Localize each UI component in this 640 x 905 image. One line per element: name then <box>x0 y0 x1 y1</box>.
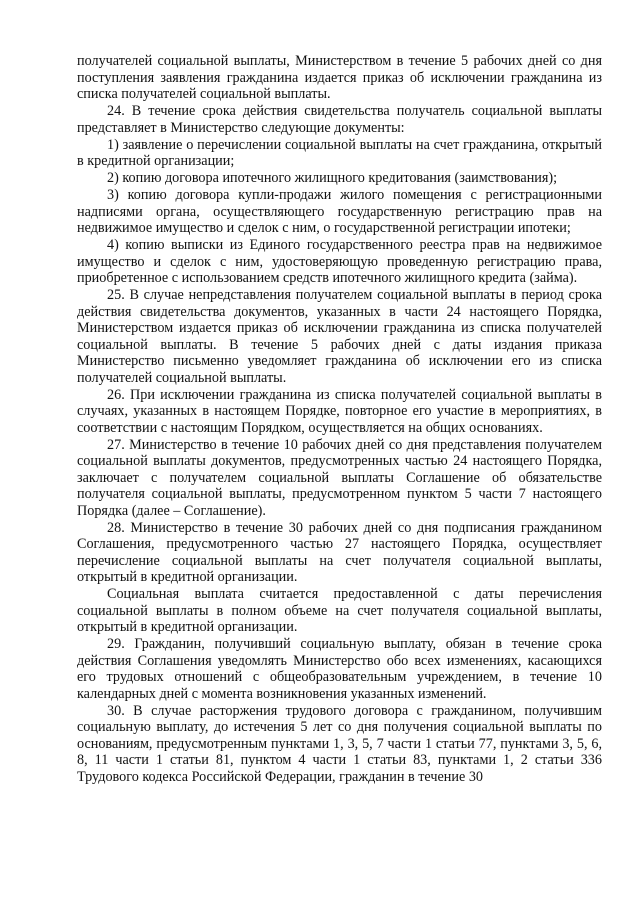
list-item-2: 2) копию договора ипотечного жилищного кредитования (заимствования); <box>107 170 558 186</box>
paragraph-28: 28. Министерство в течение 30 рабочих дней со дня подписания гражданином Соглашения, предусмотренного частью 27 настоящего Порядка, осуществляет перечисление социальной выплаты на счет получателя социальной выплаты, открытый в кредитной организации. <box>77 519 602 585</box>
list-item-4: 4) копию выписки из Единого государственного реестра прав на недвижимое имущество и сделок с ним, удостоверяющую проведенную регистрацию права, приобретенное с использованием средств ипотечного жилищного кредита (займа). <box>77 237 602 286</box>
paragraph-30: 30. В случае расторжения трудового договора с гражданином, получившим социальную выплату, до истечения 5 лет со дня получения социальной выплаты по основаниям, предусмотренным пунктами 1, 3, 5, 7 части 1 статьи 77, пунктами 3, 5, 6, 8, 11 части 1 статьи 81, пунктом 4 части 1 статьи 83, пунктами 1, 2 статьи 336 Трудового кодекса Российской Федерации, гражданин в течение 30 <box>77 702 602 785</box>
paragraph-26: 26. При исключении гражданина из списка получателей социальной выплаты в случаях, указанных в настоящем Порядке, повторное его участие в мероприятиях, в соответствии с настоящим Порядком, осуществляется на общих основаниях. <box>77 386 602 436</box>
list-item-3: 3) копию договора купли-продажи жилого помещения с регистрационными надписями органа, осуществляющего государственную регистрацию прав на недвижимое имущество и сделок с ним, о государственной регистрации ипотеки; <box>77 187 602 236</box>
paragraph-24: 24. В течение срока действия свидетельства получатель социальной выплаты представляет в Министерство следующие документы: <box>77 103 602 136</box>
list-item-1: 1) заявление о перечислении социальной выплаты на счет гражданина, открытый в кредитной организации; <box>77 136 602 169</box>
paragraph-27: 27. Министерство в течение 10 рабочих дней со дня представления получателем социальной выплаты документов, предусмотренных частью 24 настоящего Порядка, заключает с получателем социальной выплаты Соглашение об обязательстве получателя социальной выплаты, предусмотренном пунктом 5 части 7 настоящего Порядка (далее – Соглашение). <box>77 436 602 519</box>
paragraph-29: 29. Гражданин, получивший социальную выплату, обязан в течение срока действия Соглашения уведомлять Министерство обо всех изменениях, касающихся его трудовых отношений с общеобразовательным учреждением, в течение 10 календарных дней с момента возникновения указанных изменений. <box>77 636 602 702</box>
paragraph-continuation: получателей социальной выплаты, Министерством в течение 5 рабочих дней со дня поступления заявления гражданина издается приказ об исключении гражданина из списка получателей социальной выплаты. <box>77 53 602 102</box>
paragraph-25: 25. В случае непредставления получателем социальной выплаты в период срока действия свидетельства документов, указанных в части 24 настоящего Порядка, Министерством издается приказ об исключении гражданина из списка получателей социальной выплаты. В течение 5 рабочих дней с даты издания приказа Министерство письменно уведомляет гражданина об исключении его из списка получателей социальной выплаты. <box>77 287 602 386</box>
paragraph-28-note: Социальная выплата считается предоставленной с даты перечисления социальной выплаты в полном объеме на счет получателя социальной выплаты, открытый в кредитной организации. <box>77 586 602 635</box>
